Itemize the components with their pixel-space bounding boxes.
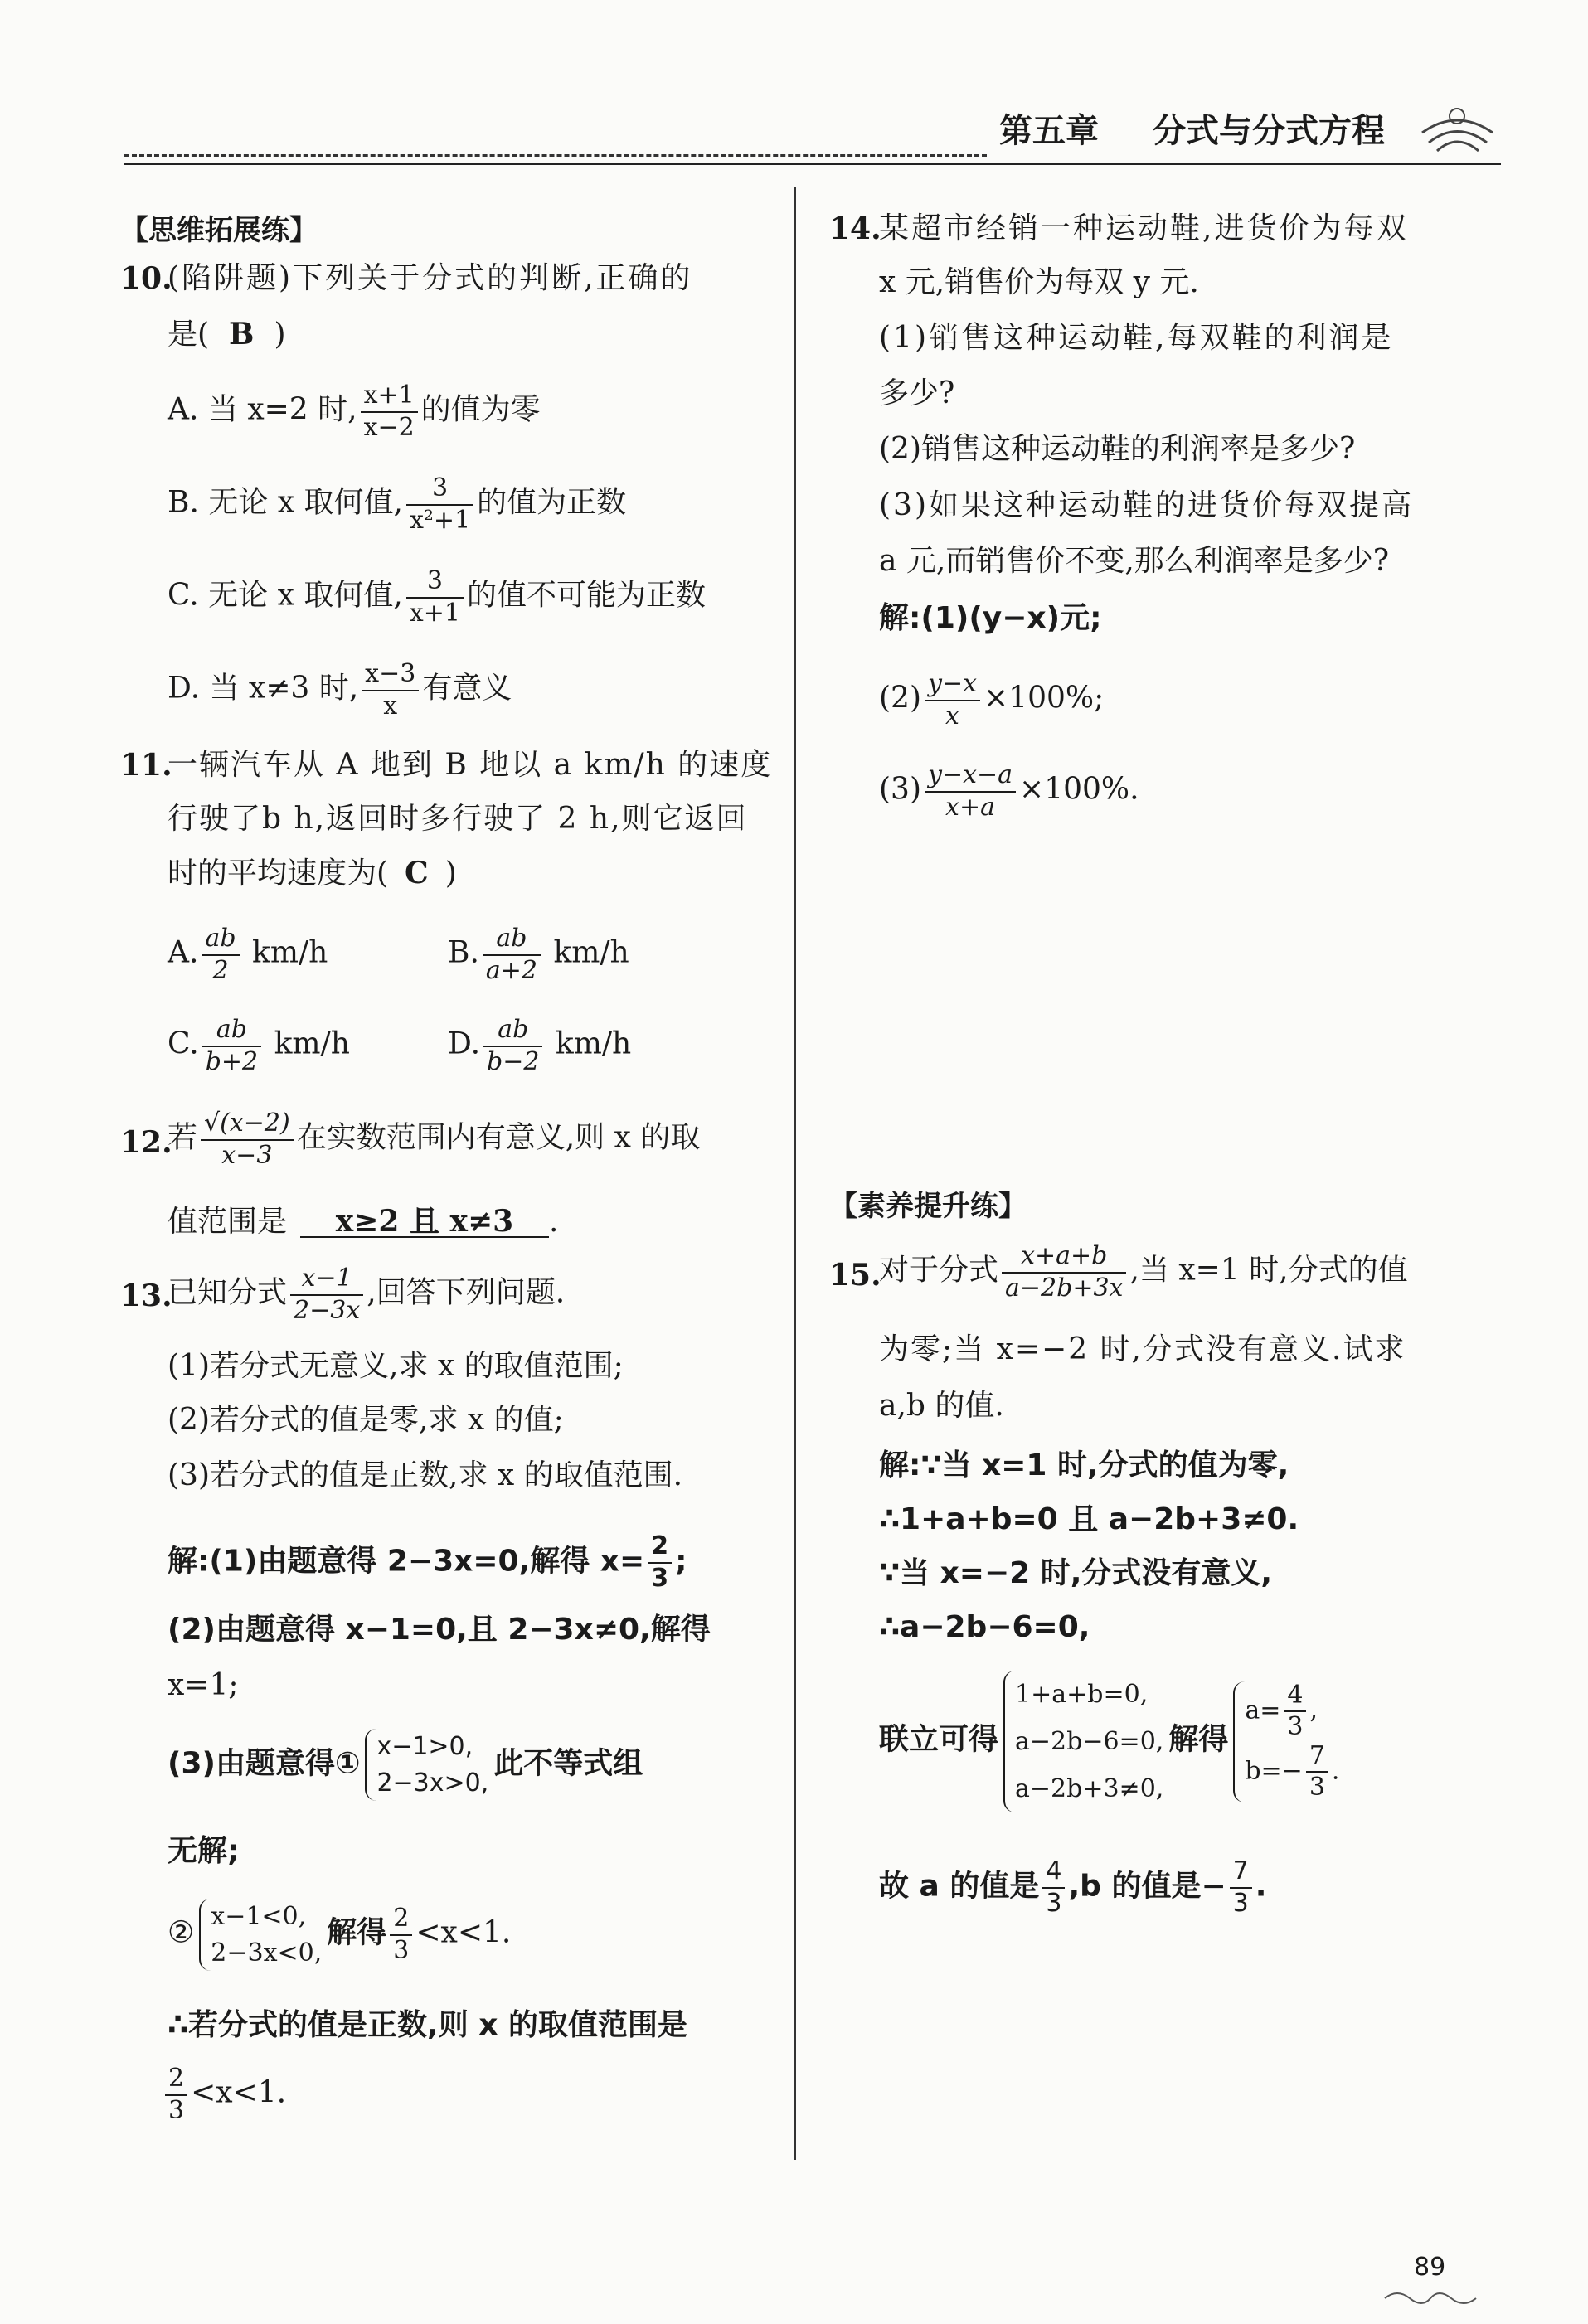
q13-part1: (1)若分式无意义,求 x 的取值范围;: [168, 1349, 624, 1383]
q11-option-c: C. $\frac{ab}{b+2}$ km/h: [168, 1015, 350, 1076]
chapter-title: 分式与分式方程: [1153, 111, 1385, 150]
section-literacy: 【素养提升练】: [829, 1190, 1027, 1223]
q15-line1: 对于分式 $\frac{x+a+b}{a-2b+3x}$ ,当 x=1 时,分式的值: [879, 1241, 1408, 1303]
q14-solution2: (2) $\frac{y-x}{x}$ ×100%;: [879, 669, 1105, 730]
q15-line2: 为零;当 x=−2 时,分式没有意义.试求: [879, 1332, 1406, 1366]
q10-option-a: A. 当 x=2 时, $\frac{x+1}{x-2}$ 的值为零: [168, 381, 541, 442]
q15-solution6: 故 a 的值是 $\frac{4}{3}$ ,b 的值是− $\frac{7}{3}$ .: [879, 1856, 1267, 1918]
q15-line3: a,b 的值.: [879, 1389, 1004, 1423]
q14-solution1: 解:(1)(y−x)元;: [879, 601, 1102, 635]
q11-line2: 行驶了b h,返回时多行驶了 2 h,则它返回: [168, 802, 748, 836]
q15-solution5: 联立可得1+a+b=0, a−2b−6=0, a−2b+3≠0,解得a= $\frac{4}{3}$ , b=− $\frac{7}{3}$ .: [879, 1671, 1344, 1812]
q12-answer: x≥2 且 x≠3: [300, 1206, 549, 1238]
q11-line3: 时的平均速度为( C ): [168, 856, 457, 890]
q14-part1b: 多少?: [879, 376, 955, 410]
q13-line1: 已知分式 $\frac{x-1}{2-3x}$ ,回答下列问题.: [168, 1264, 566, 1325]
q15-solution1: 解:∵当 x=1 时,分式的值为零,: [879, 1448, 1289, 1482]
section-thinking: 【思维拓展练】: [120, 214, 318, 247]
q13-solution2b: x=1;: [168, 1668, 239, 1702]
q10-option-b: B. 无论 x 取何值, $\frac{3}{\text{x²+1}}$ 的值为正数: [168, 473, 627, 535]
q15-number: 15.: [829, 1258, 881, 1293]
q10-answer: B: [229, 317, 255, 352]
q14-part3a: (3)如果这种运动鞋的进货价每双提高: [879, 488, 1414, 522]
q13-solution4: ② x−1<0, 2−3x<0,解得 $\frac{2}{3}$ <x<1.: [168, 1899, 511, 1971]
q15-solution2: ∴1+a+b=0 且 a−2b+3≠0.: [879, 1502, 1299, 1536]
q14-line1: 某超市经销一种运动鞋,进货价为每双: [879, 211, 1409, 245]
q13-solution5: ∴若分式的值是正数,则 x 的取值范围是: [168, 2008, 688, 2042]
q10-number: 10.: [120, 261, 172, 296]
q14-number: 14.: [829, 211, 881, 246]
q11-option-a: A. $\frac{ab}{2}$ km/h: [168, 924, 328, 985]
page-number: 89: [1414, 2253, 1446, 2282]
q14-part2: (2)销售这种运动鞋的利润率是多少?: [879, 432, 1356, 466]
footer-ornament-icon: [1381, 2288, 1480, 2308]
q10-option-d: D. 当 x≠3 时, $\frac{x-3}{x}$ 有意义: [168, 659, 512, 720]
q11-number: 11.: [120, 748, 172, 783]
q12-line2: 值范围是 x≥2 且 x≠3 .: [168, 1204, 559, 1239]
q11-line1: 一辆汽车从 A 地到 B 地以 a km/h 的速度: [168, 748, 773, 782]
q13-number: 13.: [120, 1278, 172, 1313]
header-ornament-icon: [1414, 99, 1501, 158]
header-dashes: [124, 154, 987, 157]
q13-solution6: $\frac{2}{3}$ <x<1.: [162, 2064, 286, 2125]
q11-option-d: D. $\frac{ab}{b-2}$ km/h: [448, 1015, 632, 1076]
q10-stem-line2: 是( B ): [168, 317, 286, 352]
q13-solution3b: 无解;: [168, 1834, 240, 1868]
q14-line2: x 元,销售价为每双 y 元.: [879, 265, 1199, 299]
q14-part1a: (1)销售这种运动鞋,每双鞋的利润是: [879, 321, 1394, 355]
q10-stem: (陷阱题)下列关于分式的判断,正确的: [168, 261, 693, 295]
q13-part2: (2)若分式的值是零,求 x 的值;: [168, 1403, 564, 1437]
q13-solution3: (3)由题意得① x−1>0, 2−3x>0,此不等式组: [168, 1729, 643, 1801]
q12-line1: 若 $\frac{√(x-2)}{x-3}$ 在实数范围内有意义,则 x 的取: [168, 1109, 701, 1170]
q10-option-c: C. 无论 x 取何值, $\frac{3}{x+1}$ 的值不可能为正数: [168, 566, 706, 628]
q14-part3b: a 元,而销售价不变,那么利润率是多少?: [879, 544, 1390, 578]
q11-option-b: B. $\frac{ab}{a+2}$ km/h: [448, 924, 629, 985]
q13-solution2a: (2)由题意得 x−1=0,且 2−3x≠0,解得: [168, 1613, 711, 1647]
q13-part3: (3)若分式的值是正数,求 x 的取值范围.: [168, 1458, 683, 1492]
q15-solution4: ∴a−2b−6=0,: [879, 1610, 1090, 1644]
header-rule: [124, 163, 1501, 165]
chapter-label: 第五章: [999, 111, 1099, 150]
q11-answer: C: [405, 856, 429, 890]
q13-solution1: 解:(1)由题意得 2−3x=0,解得 x= $\frac{2}{3}$ ;: [168, 1531, 687, 1593]
q14-solution3: (3) $\frac{y-x-a}{x+a}$ ×100%.: [879, 760, 1139, 822]
q15-solution3: ∵当 x=−2 时,分式没有意义,: [879, 1556, 1273, 1590]
column-divider: [794, 187, 796, 2160]
q12-number: 12.: [120, 1125, 172, 1160]
